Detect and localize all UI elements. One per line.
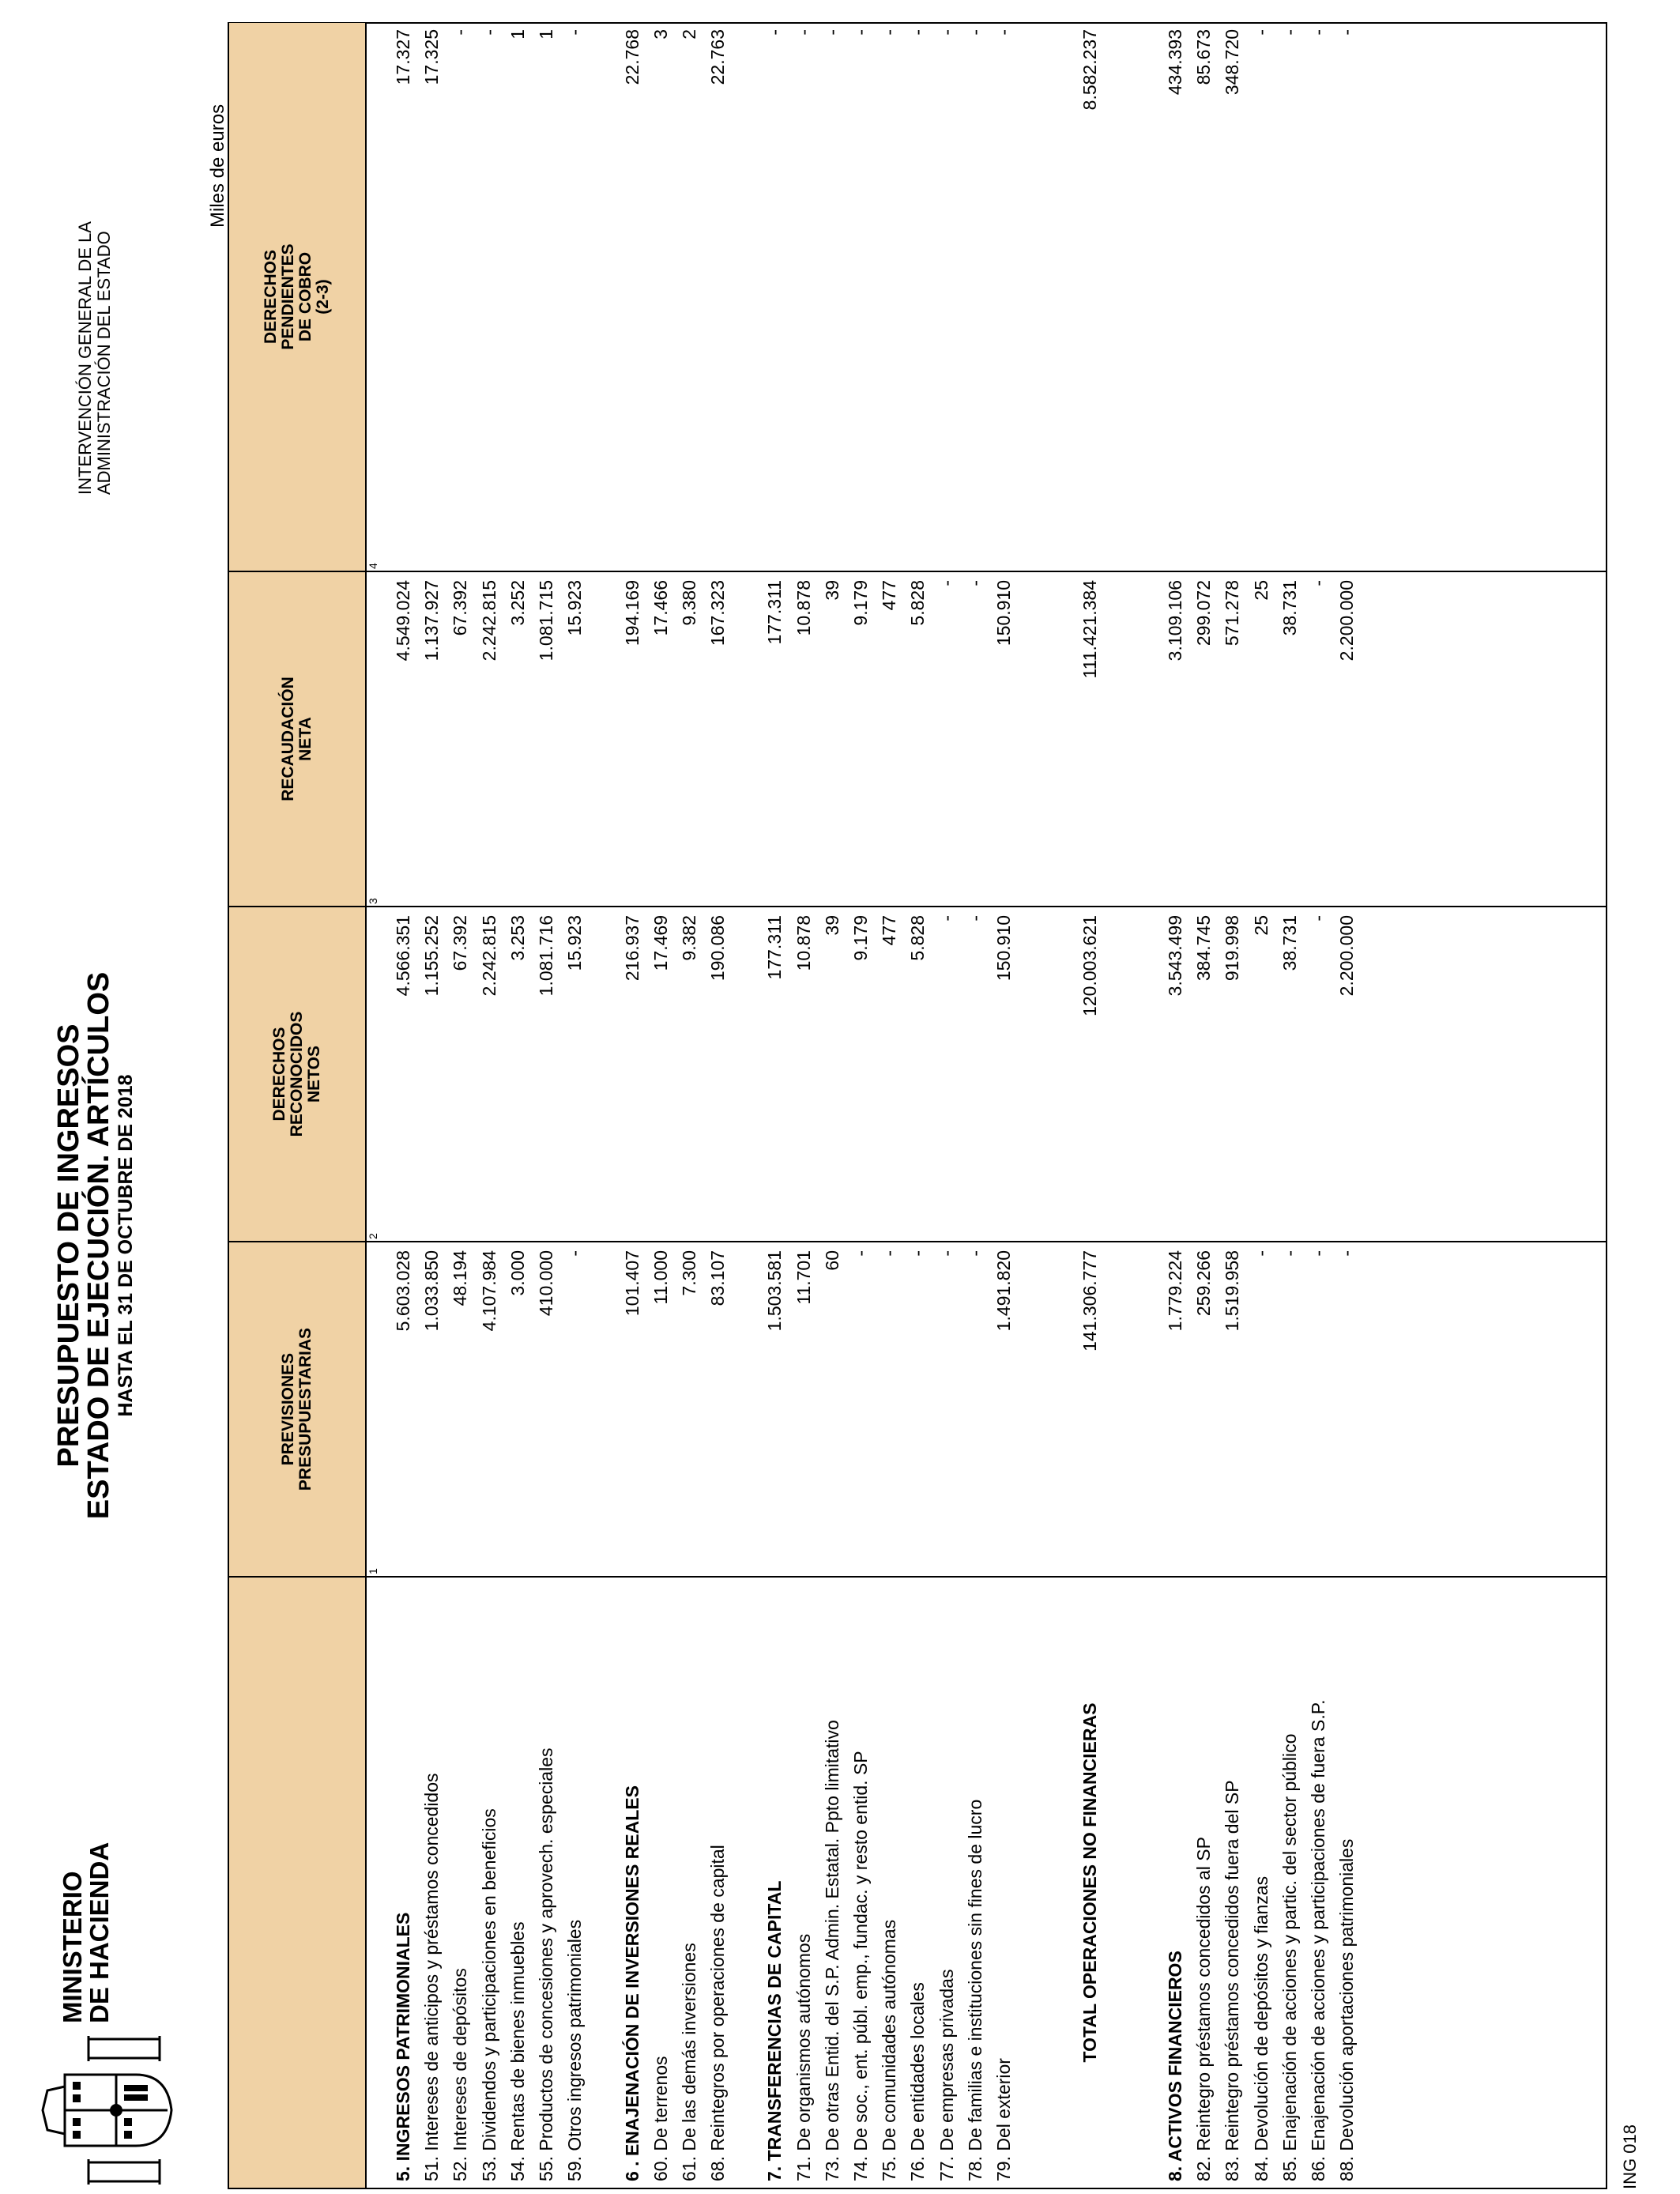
cell-previsiones: - (1336, 1250, 1358, 1257)
column-previsiones (229, 1241, 1606, 1576)
cell-derechos-reconocidos: 3.543.499 (1165, 915, 1186, 997)
cell-derechos-reconocidos: 150.910 (993, 915, 1014, 982)
cell-previsiones: 141.306.777 (1079, 1250, 1100, 1351)
derechos-pendientes-cells (367, 23, 1361, 571)
cell-derechos-pendientes: 8.582.237 (1079, 29, 1100, 111)
cell-derechos-reconocidos: 25 (1250, 915, 1271, 936)
cell-derechos-reconocidos: 177.311 (764, 915, 785, 980)
cell-previsiones: 1.779.224 (1165, 1250, 1186, 1332)
column-description (229, 1576, 1606, 2188)
cell-derechos-pendientes: - (1250, 29, 1271, 36)
row-spacer (1018, 1578, 1046, 2188)
cell-derechos-reconocidos: 15.923 (564, 915, 586, 971)
cell-derechos-reconocidos: 38.731 (1279, 915, 1300, 971)
row-description: 75. De comunidades autónomas (879, 1919, 900, 2181)
row-description: 76. De entidades locales (907, 1982, 929, 2181)
cell-recaudacion-neta: 10.878 (793, 580, 814, 636)
row-spacer (1132, 23, 1161, 571)
cell-recaudacion-neta: 150.910 (993, 580, 1014, 647)
column-header-description (229, 1578, 367, 2188)
cell-previsiones: - (907, 1250, 929, 1257)
row-spacer (732, 572, 760, 906)
report-title-block (54, 850, 137, 1641)
row-spacer (732, 23, 760, 571)
cell-recaudacion-neta: 1.081.715 (535, 580, 556, 662)
column-recaudacion-neta (229, 571, 1606, 906)
cell-recaudacion-neta: 194.169 (621, 580, 642, 647)
column-header-label: DERECHOS RECONOCIDOS NETOS (270, 1011, 323, 1137)
cell-derechos-reconocidos: - (936, 915, 957, 922)
cell-recaudacion-neta: - (936, 580, 957, 586)
row-description: 74. De soc., ent. públ. emp., fundac. y resto entid. SP (850, 1751, 871, 2181)
row-spacer (589, 1242, 617, 1576)
cell-recaudacion-neta: - (964, 580, 985, 586)
cell-previsiones: 1.503.581 (764, 1250, 785, 1332)
cell-derechos-pendientes: - (1336, 29, 1358, 36)
total-row-label: TOTAL OPERACIONES NO FINANCIERAS (1079, 1702, 1100, 2063)
units-label: Miles de euros (207, 104, 228, 228)
cell-derechos-reconocidos: 17.469 (650, 915, 671, 971)
row-description: 59. Otros ingresos patrimoniales (564, 1919, 586, 2181)
row-description: 73. De otras Entid. del S.P. Admin. Estatal. Ppto limitativo (821, 1720, 842, 2181)
cell-previsiones: 101.407 (621, 1250, 642, 1317)
column-derechos-reconocidos (229, 906, 1606, 1241)
row-spacer (1046, 907, 1075, 1241)
column-number: 2 (367, 1233, 379, 1239)
column-header-label: RECAUDACIÓN NETA (279, 677, 315, 801)
cell-previsiones: 7.300 (678, 1250, 699, 1296)
cell-derechos-pendientes: - (450, 29, 471, 36)
cell-recaudacion-neta: 9.380 (678, 580, 699, 626)
cell-previsiones: - (936, 1250, 957, 1257)
column-number: 4 (367, 563, 379, 569)
cell-previsiones: - (879, 1250, 900, 1257)
cell-derechos-pendientes: 348.720 (1222, 29, 1243, 96)
cell-derechos-pendientes: - (793, 29, 814, 36)
row-spacer (1132, 572, 1161, 906)
cell-derechos-pendientes: 22.763 (707, 29, 729, 85)
cell-derechos-reconocidos: 477 (879, 915, 900, 946)
cell-derechos-reconocidos: 1.155.252 (421, 915, 443, 997)
cell-previsiones: 1.033.850 (421, 1250, 443, 1332)
cell-derechos-reconocidos: 39 (821, 915, 842, 936)
cell-recaudacion-neta: - (1308, 580, 1328, 586)
row-spacer (1104, 1242, 1132, 1576)
cell-derechos-reconocidos: 2.200.000 (1336, 915, 1358, 997)
cell-derechos-pendientes: 2 (678, 29, 699, 40)
cell-derechos-pendientes: - (1308, 29, 1328, 36)
cell-derechos-pendientes: 22.768 (621, 29, 642, 85)
row-description: 61. De las demás inversiones (678, 1943, 699, 2181)
cell-previsiones: 83.107 (707, 1250, 729, 1306)
cell-recaudacion-neta: 15.923 (564, 580, 586, 636)
cell-derechos-reconocidos: 2.242.815 (478, 915, 499, 997)
cell-derechos-pendientes: - (564, 29, 586, 36)
row-spacer (732, 1578, 760, 2188)
cell-derechos-pendientes: - (993, 29, 1014, 36)
cell-previsiones: 4.107.984 (478, 1250, 499, 1332)
row-spacer (1132, 907, 1161, 1241)
cell-recaudacion-neta: 39 (821, 580, 842, 601)
row-description: 51. Intereses de anticipos y préstamos concedidos (421, 1773, 443, 2181)
cell-previsiones: - (564, 1250, 586, 1257)
derechos-reconocidos-cells (367, 907, 1361, 1241)
cell-recaudacion-neta: 3.252 (507, 580, 528, 626)
row-spacer (732, 1242, 760, 1576)
column-derechos-pendientes (229, 23, 1606, 571)
row-spacer (589, 572, 617, 906)
cell-derechos-reconocidos: 9.179 (850, 915, 871, 961)
cell-recaudacion-neta: 177.311 (764, 580, 785, 645)
row-description: 54. Rentas de bienes inmuebles (507, 1921, 528, 2181)
row-description: 52. Intereses de depósitos (450, 1968, 471, 2181)
row-spacer (589, 907, 617, 1241)
cell-recaudacion-neta: 25 (1250, 580, 1271, 601)
cell-recaudacion-neta: 2.200.000 (1336, 580, 1358, 662)
row-spacer (1132, 1242, 1161, 1576)
cell-derechos-reconocidos: - (964, 915, 985, 922)
cell-previsiones: 410.000 (535, 1250, 556, 1317)
row-description: 5. INGRESOS PATRIMONIALES (393, 1912, 413, 2181)
cell-previsiones: 5.603.028 (393, 1250, 413, 1332)
row-spacer (1018, 23, 1046, 571)
form-code: ING 018 (1620, 2124, 1640, 2189)
cell-previsiones: - (850, 1250, 871, 1257)
report-title: PRESUPUESTO DE INGRESOS (52, 1023, 85, 1468)
cell-derechos-reconocidos: 216.937 (621, 915, 642, 982)
row-description: 6 . ENAJENACIÓN DE INVERSIONES REALES (621, 1785, 642, 2181)
cell-derechos-pendientes: - (879, 29, 900, 36)
cell-previsiones: - (1308, 1250, 1328, 1257)
cell-derechos-pendientes: - (764, 29, 785, 36)
ministry-name (59, 1842, 113, 2023)
cell-previsiones: 3.000 (507, 1250, 528, 1296)
cell-previsiones: 259.266 (1193, 1250, 1215, 1317)
previsiones-cells (367, 1242, 1361, 1576)
cell-previsiones: 60 (821, 1250, 842, 1271)
row-description: 83. Reintegro préstamos concedidos fuera del SP (1222, 1780, 1243, 2181)
row-spacer (1046, 23, 1075, 571)
cell-previsiones: - (1250, 1250, 1271, 1257)
ministry-line-1: MINISTERIO (58, 1871, 87, 2023)
cell-derechos-reconocidos: 919.998 (1222, 915, 1243, 982)
cell-derechos-reconocidos: 4.566.351 (393, 915, 413, 997)
cell-derechos-pendientes: 3 (650, 29, 671, 40)
cell-derechos-pendientes: 85.673 (1193, 29, 1215, 85)
cell-recaudacion-neta: 167.323 (707, 580, 729, 647)
row-description: 71. De organismos autónomos (793, 1933, 814, 2181)
column-number: 1 (367, 1568, 379, 1574)
cell-derechos-pendientes: - (850, 29, 871, 36)
cell-recaudacion-neta: 571.278 (1222, 580, 1243, 647)
cell-derechos-reconocidos: 9.382 (678, 915, 699, 961)
row-description: 68. Reintegros por operaciones de capital (707, 1845, 729, 2181)
row-description: 88. Devolución aportaciones patrimoniales (1336, 1838, 1358, 2181)
row-spacer (1046, 1242, 1075, 1576)
column-number: 3 (367, 898, 379, 904)
row-spacer (1104, 23, 1132, 571)
cell-derechos-pendientes: - (907, 29, 929, 36)
cell-derechos-pendientes: - (821, 29, 842, 36)
cell-derechos-pendientes: 434.393 (1165, 29, 1186, 96)
cell-recaudacion-neta: 111.421.384 (1079, 580, 1100, 679)
cell-derechos-reconocidos: 5.828 (907, 915, 929, 961)
cell-derechos-reconocidos: 10.878 (793, 915, 814, 971)
cell-derechos-pendientes: 17.327 (393, 29, 413, 85)
cell-previsiones: 11.000 (650, 1250, 671, 1305)
cell-derechos-pendientes: - (1279, 29, 1300, 36)
row-spacer (1018, 907, 1046, 1241)
cell-previsiones: 11.701 (793, 1250, 814, 1305)
row-spacer (1132, 1578, 1161, 2188)
row-description: 84. Devolución de depósitos y fianzas (1250, 1875, 1271, 2181)
description-cells (367, 1578, 1361, 2188)
row-description: 79. Del exterior (993, 2058, 1014, 2181)
row-spacer (1104, 907, 1132, 1241)
column-header-previsiones (229, 1242, 367, 1576)
cell-derechos-reconocidos: - (1308, 915, 1328, 922)
row-spacer (1104, 572, 1132, 906)
row-spacer (732, 907, 760, 1241)
cell-derechos-reconocidos: 190.086 (707, 915, 729, 982)
cell-previsiones: 1.491.820 (993, 1250, 1014, 1332)
cell-recaudacion-neta: 477 (879, 580, 900, 611)
row-spacer (589, 23, 617, 571)
cell-derechos-reconocidos: 120.003.621 (1079, 915, 1100, 1016)
row-description: 85. Enajenación de acciones y partic. del sector público (1279, 1733, 1300, 2181)
cell-previsiones: 48.194 (450, 1250, 471, 1306)
row-spacer (1018, 1242, 1046, 1576)
cell-recaudacion-neta: 2.242.815 (478, 580, 499, 662)
column-header-derechos-pendientes (229, 23, 367, 571)
cell-recaudacion-neta: 17.466 (650, 580, 671, 636)
row-description: 82. Reintegro préstamos concedidos al SP (1193, 1837, 1215, 2181)
row-description: 7. TRANSFERENCIAS DE CAPITAL (764, 1880, 785, 2181)
issuer-line-1: INTERVENCIÓN GENERAL DE LA (75, 221, 95, 495)
row-description: 77. De empresas privadas (936, 1969, 957, 2181)
cell-previsiones: - (964, 1250, 985, 1257)
row-description: 78. De familias e instituciones sin fines de lucro (964, 1799, 985, 2181)
cell-recaudacion-neta: 4.549.024 (393, 580, 413, 662)
row-description: 53. Dividendos y participaciones en beneficios (478, 1808, 499, 2181)
column-header-label: DERECHOS PENDIENTES DE COBRO (2-3) (262, 243, 332, 350)
column-header-label: PREVISIONES PRESUPUESTARIAS (279, 1327, 315, 1491)
cell-recaudacion-neta: 299.072 (1193, 580, 1215, 647)
report-subtitle: ESTADO DE EJECUCIÓN. ARTÍCULOS (82, 971, 115, 1520)
row-spacer (1018, 572, 1046, 906)
ministry-line-2: DE HACIENDA (85, 1842, 114, 2023)
cell-recaudacion-neta: 67.392 (450, 580, 471, 636)
row-description: 86. Enajenación de acciones y participaciones de fuera S.P. (1308, 1699, 1328, 2181)
row-spacer (589, 1578, 617, 2188)
column-header-derechos-reconocidos (229, 907, 367, 1241)
cell-recaudacion-neta: 5.828 (907, 580, 929, 626)
row-description: 55. Productos de concesiones y aprovech. especiales (535, 1747, 556, 2181)
cell-derechos-reconocidos: 384.745 (1193, 915, 1215, 982)
issuer-line-2: ADMINISTRACIÓN DEL ESTADO (94, 231, 114, 495)
cell-recaudacion-neta: 38.731 (1279, 580, 1300, 636)
cell-recaudacion-neta: 1.137.927 (421, 580, 443, 662)
cell-derechos-pendientes: 1 (535, 29, 556, 40)
cell-previsiones: - (1279, 1250, 1300, 1257)
cell-derechos-pendientes: - (964, 29, 985, 36)
row-spacer (1104, 1578, 1132, 2188)
cell-derechos-pendientes: - (936, 29, 957, 36)
revenue-table (228, 22, 1607, 2189)
cell-previsiones: 1.519.958 (1222, 1250, 1243, 1332)
row-description: 8. ACTIVOS FINANCIEROS (1165, 1951, 1186, 2181)
row-spacer (1046, 1578, 1075, 2188)
row-description: 60. De terrenos (650, 2056, 671, 2181)
row-spacer (1046, 572, 1075, 906)
cell-derechos-reconocidos: 3.253 (507, 915, 528, 961)
cell-derechos-pendientes: 17.325 (421, 29, 443, 85)
cell-derechos-reconocidos: 1.081.716 (535, 915, 556, 997)
cell-derechos-reconocidos: 67.392 (450, 915, 471, 971)
cell-derechos-pendientes: - (478, 29, 499, 36)
issuer-name (76, 221, 114, 495)
coat-of-arms-logo (41, 2031, 174, 2189)
recaudacion-neta-cells (367, 572, 1361, 906)
cell-recaudacion-neta: 3.109.106 (1165, 580, 1186, 662)
column-header-recaudacion-neta (229, 572, 367, 906)
cell-recaudacion-neta: 9.179 (850, 580, 871, 626)
cell-derechos-pendientes: 1 (507, 29, 528, 40)
report-date: HASTA EL 31 DE OCTUBRE DE 2018 (115, 1074, 137, 1417)
